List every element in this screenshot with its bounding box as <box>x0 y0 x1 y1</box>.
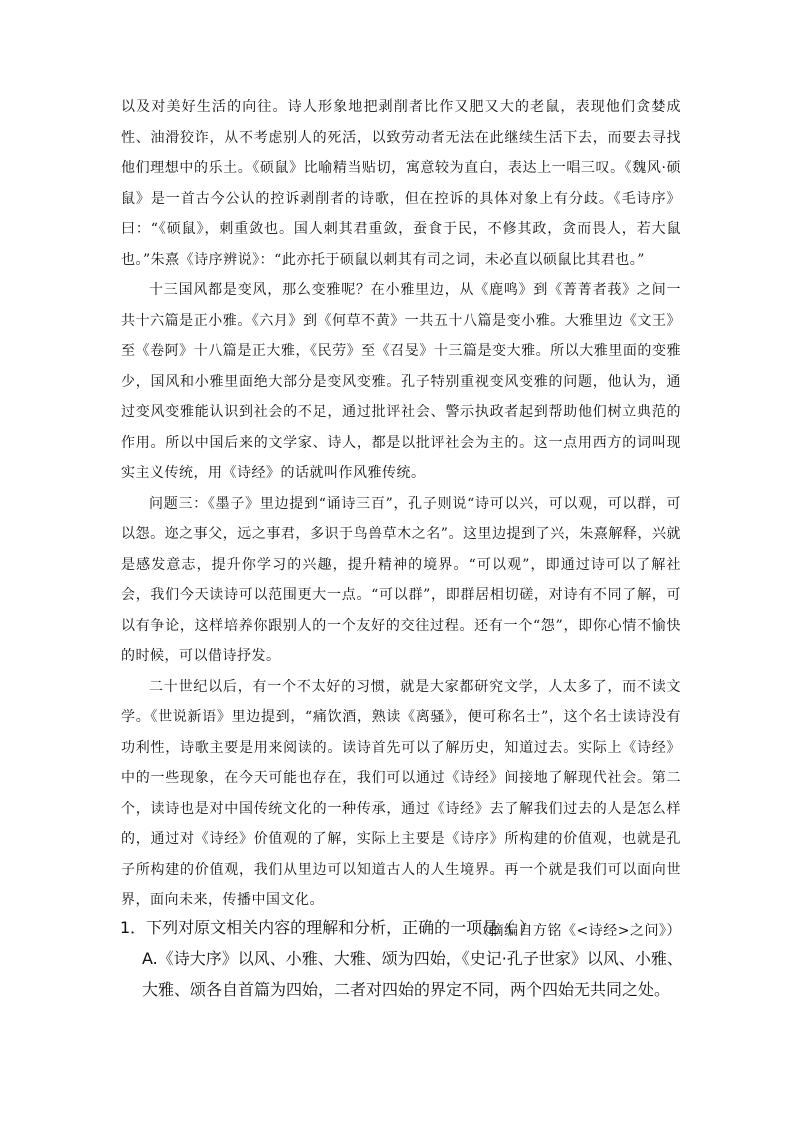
article-paragraph-4: 二十世纪以后，有一个不太好的习惯，就是大家都研究文学，人太多了，而不读文学。《世说新语》里边提到，“痛饮酒，熟读《离骚》，便可称名士”，这个名士读诗没有功利性，诗歌主要是用来阅读的。读诗首先可以了解历史，知道过去。实际上《诗经》中的一些现象，在今天可能也存在，我们可以通过《诗经》间接地了解现代社会。第二个，读诗也是对中国传统文化的一种传承，通过《诗经》去了解我们过去的人是怎么样的，通过对《诗经》价值观的了解，实际上主要是《诗序》所构建的价值观，也就是孔子所构建的价值观，我们从里边可以知道古人的人生境界。再一个就是我们可以面向世界，面向未来，传播中国文化。 <box>121 678 681 908</box>
article-paragraph-3: 问题三：《墨子》里边提到“诵诗三百”，孔子则说“诗可以兴，可以观，可以群，可以怨。迩之事父，远之事君，多识于鸟兽草木之名”。这里边提到了兴，朱熹解释，兴就是感发意志，提升你学习的兴趣，提升精神的境界。“可以观”，即通过诗可以了解社会，我们今天读诗可以范围更大一点。“可以群”，即群居相切磋，对诗有不同了解，可以有争论，这样培养你跟别人的一个友好的交往过程。还有一个“怨”，即你心情不愉快的时候，可以借诗抒发。 <box>121 495 681 664</box>
question-stem: 1．下列对原文相关内容的理解和分析，正确的一项是（ ） <box>120 918 536 937</box>
article-paragraph-2: 十三国风都是变风，那么变雅呢？在小雅里边，从《鹿鸣》到《菁菁者莪》之间一共十六篇是正小雅。《六月》到《何草不黄》一共五十八篇是变小雅。大雅里边《文王》至《卷阿》十八篇是正大雅，《民劳》至《召旻》十三篇是变大雅。所以大雅里面的变雅少，国风和小雅里面绝大部分是变风变雅。孔子特别重视变风变雅的问题，他认为，通过变风变雅能认识到社会的不足，通过批评社会、警示执政者起到帮助他们树立典范的作用。所以中国后来的文学家、诗人，都是以批评社会为主的。这一点用西方的词叫现实主义传统，用《诗经》的话就叫作风雅传统。 <box>121 282 681 481</box>
article-body <box>121 92 681 946</box>
question-1 <box>120 912 692 1005</box>
article-source: （摘编自方铭《<诗经>之问》） <box>475 922 681 939</box>
article-paragraph-1: 以及对美好生活的向往。诗人形象地把剥削者比作又肥又大的老鼠，表现他们贪婪成性、油滑狡诈，从不考虑别人的死活，以致劳动者无法在此继续生活下去，而要去寻找他们理想中的乐土。《硕鼠》比喻精当贴切，寓意较为直白，表达上一唱三叹。《魏风·硕鼠》是一首古今公认的控诉剥削者的诗歌，但在控诉的具体对象上有分歧。《毛诗序》曰：“《硕鼠》，刺重敛也。国人刺其君重敛，蚕食于民，不修其政，贪而畏人，若大鼠也。”朱熹《诗序辨说》：“此亦托于硕鼠以刺其有司之词，未必直以硕鼠比其君也。” <box>121 99 681 268</box>
question-option-a: A.《诗大序》以风、小雅、大雅、颂为四始，《史记·孔子世家》以风、小雅、大雅、颂各自首篇为四始，二者对四始的界定不同，两个四始无共同之处。 <box>142 949 683 999</box>
